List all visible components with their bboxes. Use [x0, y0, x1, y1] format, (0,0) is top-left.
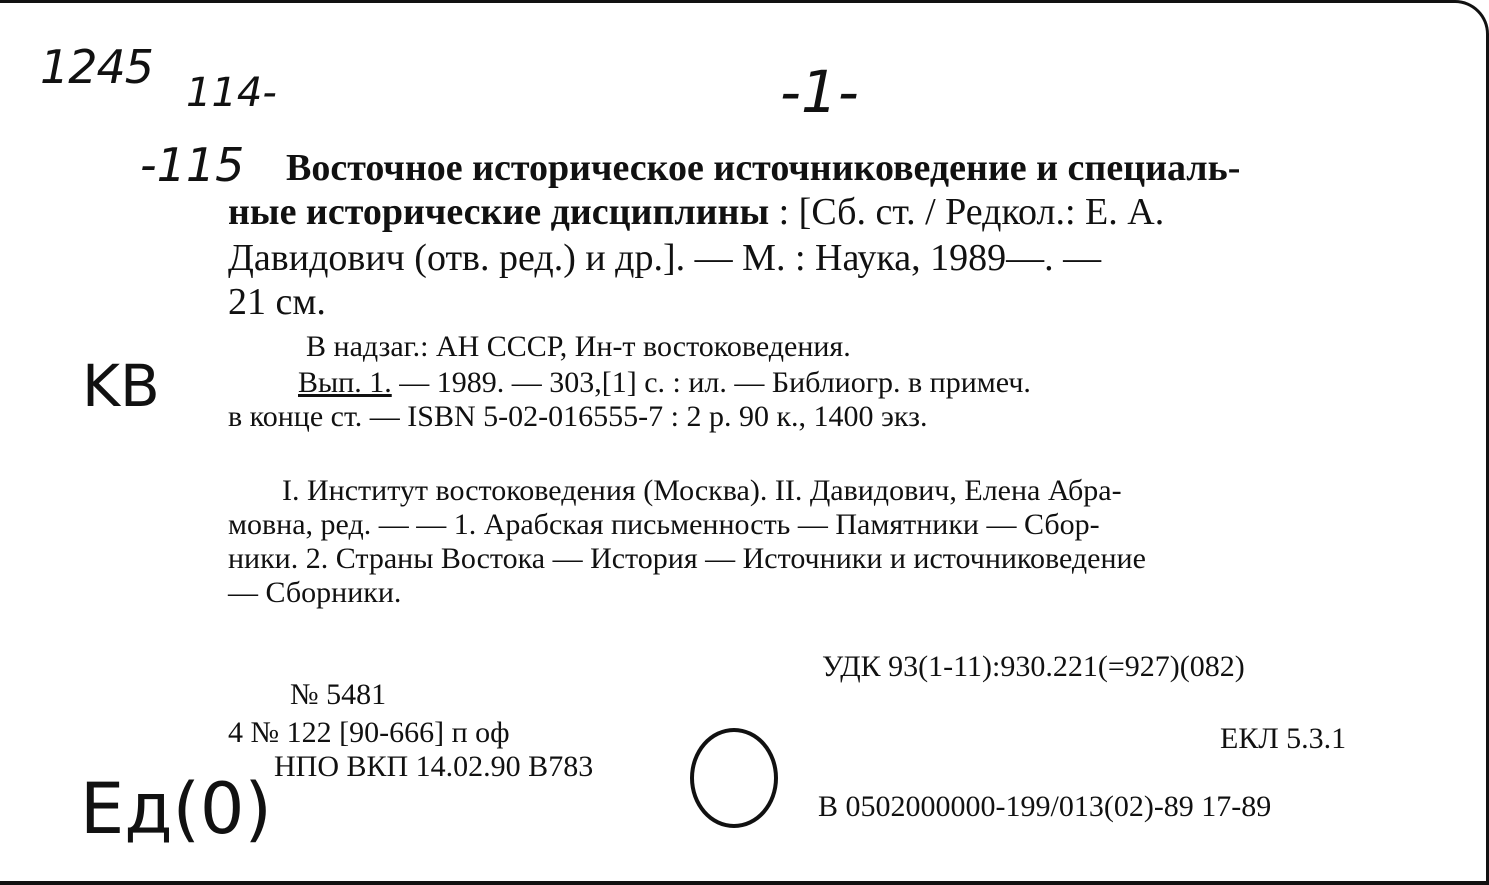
title-line-1: Восточное историческое источниковедение и специаль- — [286, 147, 1241, 189]
card-rounded-corner — [1451, 0, 1489, 40]
punched-hole — [690, 728, 778, 828]
tracings-line-2: мовна, ред. — — 1. Арабская письменность — Памятники — Сбор- — [228, 508, 1100, 541]
volume-line-2: в конце ст. — ISBN 5-02-016555-7 : 2 р. 90 к., 1400 экз. — [228, 400, 928, 433]
order-number: № 5481 — [290, 678, 387, 711]
title-line-2 — [228, 190, 1164, 234]
title-line-3: Давидович (отв. ред.) и др.]. — М. : Наука, 1989—. — — [228, 237, 1102, 279]
title-line-2-bold: ные исторические дисциплины — [228, 191, 770, 233]
volume-line-1 — [298, 366, 1031, 400]
handwritten-shelf-number-sub: 114- — [186, 70, 277, 116]
handwritten-page-mark: -1- — [780, 58, 859, 126]
b-code: В 0502000000-199/013(02)-89 17-89 — [818, 790, 1272, 823]
card-top-edge — [0, 0, 1452, 3]
tracings-line-3: ники. 2. Страны Востока — История — Источники и источниковедение — [228, 542, 1146, 575]
tracings-line-1: I. Институт востоковедения (Москва). II. Давидович, Елена Абра- — [282, 474, 1122, 507]
volume-label: Вып. 1. — [298, 366, 392, 399]
ekl-code: ЕКЛ 5.3.1 — [1220, 722, 1347, 755]
handwritten-ed-mark: Eд(0) — [80, 768, 272, 850]
title-line-4: 21 см. — [228, 281, 326, 323]
title-line-2-rest: : [Сб. ст. / Редкол.: Е. А. — [769, 191, 1165, 233]
series-note: В надзаг.: АН СССР, Ин-т востоковедения. — [306, 330, 851, 363]
card-bottom-edge — [0, 881, 1489, 885]
udk-code: УДК 93(1-11):930.221(=927)(082) — [822, 650, 1245, 683]
tracings-line-4: — Сборники. — [228, 576, 402, 609]
volume-details: — 1989. — 303,[1] с. : ил. — Библиогр. в примеч. — [391, 366, 1031, 399]
handwritten-shelf-number: 1245 — [40, 40, 154, 94]
print-info: 4 № 122 [90-666] п оф — [228, 716, 510, 749]
npo-info: НПО ВКП 14.02.90 В783 — [274, 750, 594, 783]
handwritten-kv-mark: KB — [82, 352, 160, 420]
handwritten-range-mark: -115 — [140, 138, 245, 192]
